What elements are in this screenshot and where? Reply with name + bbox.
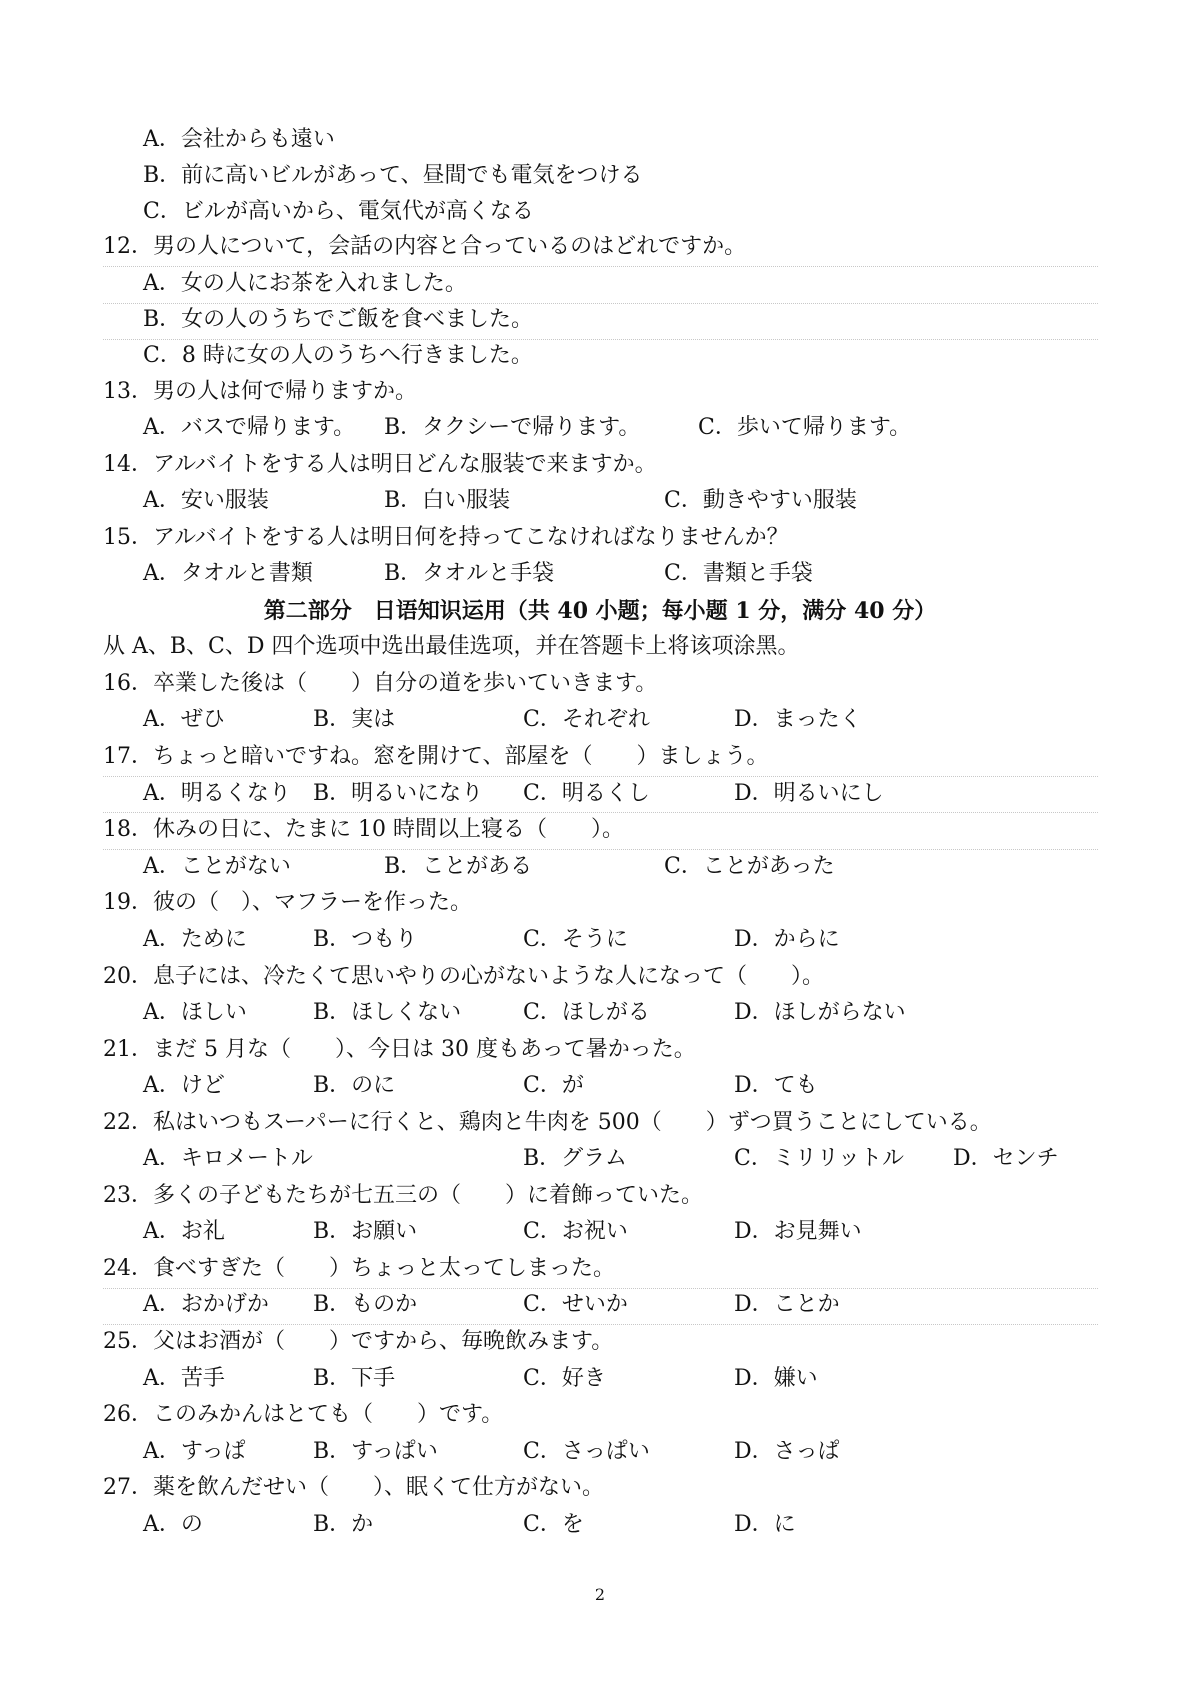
option-a: A．ぜひ — [143, 707, 225, 732]
option-b: B．ものか — [313, 1292, 418, 1317]
option-a: A．明るくなり — [143, 781, 291, 806]
option-row — [143, 998, 1143, 1028]
option-row — [143, 1071, 1143, 1101]
option-row — [143, 1290, 1143, 1320]
question-16: 16．卒業した後は（ ）自分の道を歩いていきます。 — [103, 671, 658, 696]
option-d: D．ほしがらない — [734, 1000, 906, 1025]
dotted-divider — [103, 849, 1098, 850]
option-a: A．ために — [143, 927, 247, 952]
option-d: D．お見舞い — [734, 1219, 862, 1244]
option-c: C．ビルが高いから、電気代が高くなる — [143, 199, 534, 224]
option-b: B．実は — [313, 707, 396, 732]
option-row — [143, 852, 1143, 882]
option-a: A．けど — [143, 1073, 225, 1098]
option-a: A．タオルと書類 — [143, 561, 313, 586]
option-d: D．センチ — [953, 1146, 1059, 1171]
option-b: B．明るいになり — [313, 781, 484, 806]
option-row — [143, 269, 1143, 299]
question-25: 25．父はお酒が（ ）ですから、毎晩飲みます。 — [103, 1329, 614, 1354]
option-b: B．前に高いビルがあって、昼間でも電気をつける — [143, 163, 643, 188]
option-d: D．ても — [734, 1073, 818, 1098]
question-17: 17．ちょっと暗いですね。窓を開けて、部屋を（ ）ましょう。 — [103, 744, 769, 769]
question-12: 12．男の人について，会話の内容と合っているのはどれですか。 — [103, 234, 747, 259]
dotted-divider — [103, 812, 1098, 813]
option-c: C．それぞれ — [523, 707, 650, 732]
option-c: C．そうに — [523, 927, 628, 952]
option-row — [143, 1364, 1143, 1394]
question-24: 24．食べすぎた（ ）ちょっと太ってしまった。 — [103, 1256, 615, 1281]
option-b: B．か — [313, 1512, 374, 1537]
question-27: 27．薬を飲んだせい（ ）、眠くて仕方がない。 — [103, 1475, 604, 1500]
option-d: D．からに — [734, 927, 840, 952]
option-b: B．お願い — [313, 1219, 418, 1244]
option-d: D．まったく — [734, 707, 862, 732]
option-c: C．が — [523, 1073, 584, 1098]
question-26: 26．このみかんはとても（ ）です。 — [103, 1402, 504, 1427]
dotted-divider — [103, 1288, 1098, 1289]
option-a: A．お礼 — [143, 1219, 225, 1244]
option-b: B．ほしくない — [313, 1000, 462, 1025]
question-23: 23．多くの子どもたちが七五三の（ ）に着飾っていた。 — [103, 1183, 703, 1208]
option-c: C．歩いて帰ります。 — [698, 415, 912, 440]
option-row — [143, 341, 1143, 371]
option-row — [143, 705, 1143, 735]
option-a: A．すっぱ — [143, 1439, 246, 1464]
option-c: C．8 時に女の人のうちへ行きました。 — [143, 343, 533, 368]
option-b: B．女の人のうちでご飯を食べました。 — [143, 307, 533, 332]
option-c: C．を — [523, 1512, 584, 1537]
option-d: D．さっぱ — [734, 1439, 840, 1464]
question-18: 18．休みの日に、たまに 10 時間以上寝る（ ）。 — [103, 817, 624, 842]
option-row — [143, 1217, 1143, 1247]
option-row — [143, 197, 1143, 227]
option-b: B．のに — [313, 1073, 396, 1098]
dotted-divider — [103, 776, 1098, 777]
page-number: 2 — [594, 1585, 606, 1604]
option-row — [143, 161, 1143, 191]
option-c: C．動きやすい服装 — [664, 488, 857, 513]
question-14: 14．アルバイトをする人は明日どんな服装で来ますか。 — [103, 452, 657, 477]
option-b: B．タクシーで帰ります。 — [384, 415, 641, 440]
option-c: C．ほしがる — [523, 1000, 650, 1025]
option-a: A．バスで帰ります。 — [143, 415, 356, 440]
option-row — [143, 1510, 1143, 1540]
dotted-divider — [103, 1324, 1098, 1325]
option-b: B．グラム — [523, 1146, 627, 1171]
option-row — [143, 305, 1143, 335]
question-20: 20．息子には、冷たくて思いやりの心がないような人になって（ ）。 — [103, 964, 824, 989]
question-15: 15．アルバイトをする人は明日何を持ってこなければなりませんか？ — [103, 525, 789, 550]
option-c: C．書類と手袋 — [664, 561, 813, 586]
option-c: C．ミリリットル — [734, 1146, 904, 1171]
option-c: C．さっぱい — [523, 1439, 650, 1464]
option-d: D．嫌い — [734, 1366, 818, 1391]
question-19: 19．彼の（ ）、マフラーを作った。 — [103, 890, 472, 915]
option-a: A．ことがない — [143, 854, 291, 879]
option-b: B．白い服装 — [384, 488, 511, 513]
option-a: A．女の人にお茶を入れました。 — [143, 271, 467, 296]
option-c: C．好き — [523, 1366, 606, 1391]
option-c: C．お祝い — [523, 1219, 628, 1244]
option-a: A．の — [143, 1512, 203, 1537]
option-a: A．苦手 — [143, 1366, 225, 1391]
option-b: B．ことがある — [384, 854, 533, 879]
dotted-divider — [103, 303, 1098, 304]
option-a: A．安い服装 — [143, 488, 269, 513]
question-13: 13．男の人は何で帰りますか。 — [103, 379, 417, 404]
question-22: 22．私はいつもスーパーに行くと、鶏肉と牛肉を 500（ ）ずつ買うことにしている。 — [103, 1110, 992, 1135]
dotted-divider — [103, 339, 1098, 340]
option-row — [143, 925, 1143, 955]
option-a: A．ほしい — [143, 1000, 247, 1025]
option-row — [143, 559, 1143, 589]
option-b: B．タオルと手袋 — [384, 561, 555, 586]
option-b: B．下手 — [313, 1366, 396, 1391]
option-a: A．おかげか — [143, 1292, 269, 1317]
section-instruction: 从 A、B、C、D 四个选项中选出最佳选项，并在答题卡上将该项涂黑。 — [103, 634, 800, 659]
question-21: 21．まだ 5 月な（ ）、今日は 30 度もあって暑かった。 — [103, 1037, 696, 1062]
option-b: B．つもり — [313, 927, 418, 952]
option-d: D．に — [734, 1512, 796, 1537]
option-b: B．すっぱい — [313, 1439, 438, 1464]
option-d: D．ことか — [734, 1292, 840, 1317]
option-row — [143, 125, 1143, 155]
option-c: C．せいか — [523, 1292, 628, 1317]
option-row — [143, 1144, 1143, 1174]
option-c: C．明るくし — [523, 781, 650, 806]
option-row — [143, 1437, 1143, 1467]
section-title: 第二部分 日语知识运用（共 40 小题；每小题 1 分，满分 40 分） — [263, 598, 937, 624]
option-d: D．明るいにし — [734, 781, 884, 806]
option-row — [143, 486, 1143, 516]
option-c: C．ことがあった — [664, 854, 835, 879]
option-a: A．キロメートル — [143, 1146, 313, 1171]
option-a: A．会社からも遠い — [143, 127, 335, 152]
option-row — [143, 779, 1143, 809]
option-row — [143, 413, 1143, 443]
dotted-divider — [103, 266, 1098, 267]
